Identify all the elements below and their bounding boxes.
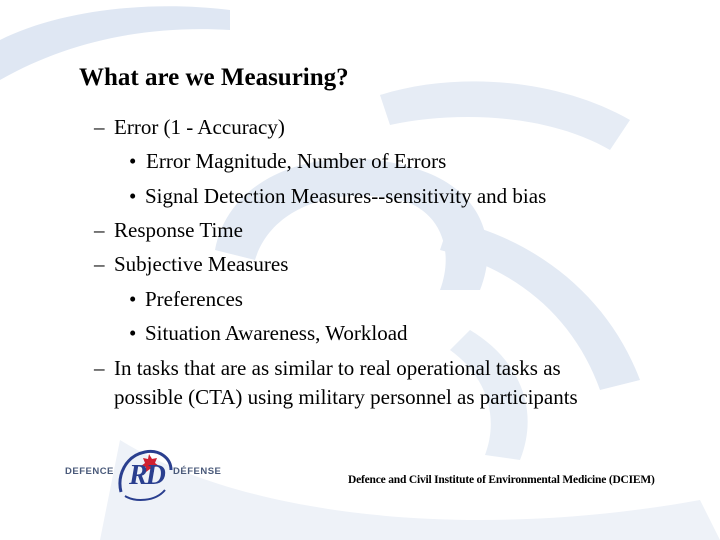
bullet-text: Response Time [114,218,243,242]
logo-mark-text: RD [129,460,164,491]
defence-rd-logo [65,446,225,506]
bullet-text: In tasks that are as similar to real operational tasks as [114,356,561,380]
slide-title: What are we Measuring? [79,64,349,91]
sub-bullet-text: Signal Detection Measures--sensitivity and bias [145,184,547,208]
bullet-text: Subjective Measures [114,252,289,276]
bullet-text: Error (1 - Accuracy) [114,115,285,139]
logo-word-defence: DEFENCE [65,466,114,477]
dot-marker: • [129,184,137,208]
sub-bullet-text: Error Magnitude, Number of Errors [146,149,447,173]
institute-name: Defence and Civil Institute of Environmental Medicine (DCIEM) [348,474,655,486]
sub-bullet-text: Preferences [145,287,243,311]
dash-marker: – [94,218,105,242]
dash-marker: – [94,115,105,139]
dash-marker: – [94,252,105,276]
dot-marker: • [129,287,137,311]
sub-bullet-text: Situation Awareness, Workload [145,321,408,345]
logo-word-defense: DÉFENSE [173,466,222,477]
dot-marker: • [129,321,137,345]
dot-marker: • [129,149,137,173]
dash-marker: – [94,356,105,380]
bullet-text: possible (CTA) using military personnel as participants [114,385,578,409]
